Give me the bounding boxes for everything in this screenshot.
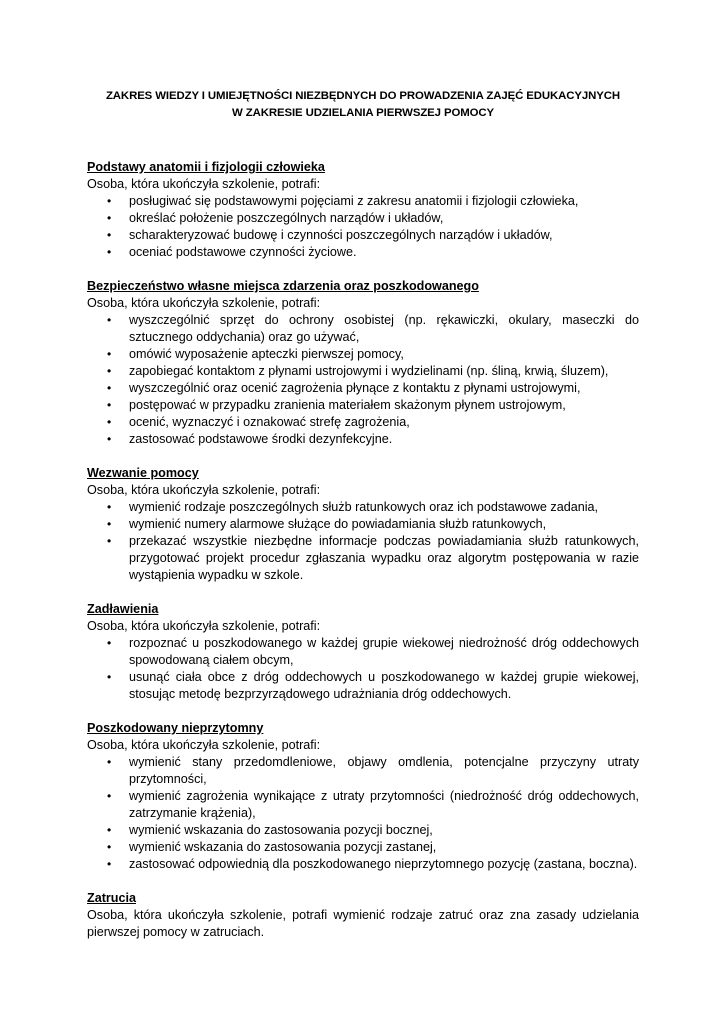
list-item [87, 635, 639, 669]
sections-container [87, 159, 639, 941]
list-item [87, 380, 639, 397]
list-item-text: oceniać podstawowe czynności życiowe. [129, 245, 357, 259]
section [87, 890, 639, 941]
section-heading: Zadławienia [87, 602, 159, 616]
list-item-text: przekazać wszystkie niezbędne informacje podczas powiadamiania służb ratunkowych, przygotować projekt procedur zgłaszania wypadku oraz algorytm postępowania w razie wystąpienia wypadku w szkole. [129, 534, 639, 582]
list-item [87, 363, 639, 380]
bullet-list [87, 312, 639, 448]
list-item [87, 244, 639, 261]
section-heading: Podstawy anatomii i fizjologii człowieka [87, 160, 325, 174]
list-item-text: postępować w przypadku zranienia materiałem skażonym płynem ustrojowym, [129, 398, 566, 412]
section-intro: Osoba, która ukończyła szkolenie, potrafi: [87, 483, 321, 497]
bullet-list [87, 754, 639, 873]
bullet-icon: • [107, 228, 112, 242]
bullet-icon: • [107, 432, 112, 446]
section [87, 720, 639, 873]
list-item [87, 210, 639, 227]
list-item-text: wyszczególnić sprzęt do ochrony osobistej (np. rękawiczki, okulary, maseczki do sztucznego oddychania) oraz go używać, [129, 313, 639, 344]
list-item-text: wymienić stany przedomdleniowe, objawy omdlenia, potencjalne przyczyny utraty przytomności, [129, 755, 639, 786]
section [87, 465, 639, 584]
list-item [87, 788, 639, 822]
bullet-icon: • [107, 755, 112, 769]
bullet-icon: • [107, 500, 112, 514]
section [87, 278, 639, 448]
bullet-icon: • [107, 636, 112, 650]
list-item [87, 533, 639, 584]
list-item-text: scharakteryzować budowę i czynności poszczególnych narządów i układów, [129, 228, 553, 242]
bullet-list [87, 193, 639, 261]
list-item [87, 431, 639, 448]
section-intro: Osoba, która ukończyła szkolenie, potrafi: [87, 296, 321, 310]
list-item [87, 856, 639, 873]
section-heading: Zatrucia [87, 891, 136, 905]
section [87, 159, 639, 261]
list-item-text: wymienić wskazania do zastosowania pozycji zastanej, [129, 840, 437, 854]
bullet-icon: • [107, 194, 112, 208]
list-item-text: zastosować podstawowe środki dezynfekcyjne. [129, 432, 393, 446]
section-heading: Bezpieczeństwo własne miejsca zdarzenia oraz poszkodowanego [87, 279, 479, 293]
section-heading: Poszkodowany nieprzytomny [87, 721, 264, 735]
bullet-icon: • [107, 245, 112, 259]
bullet-icon: • [107, 670, 112, 684]
bullet-icon: • [107, 211, 112, 225]
list-item-text: zapobiegać kontaktom z płynami ustrojowymi i wydzielinami (np. śliną, krwią, śluzem), [129, 364, 609, 378]
bullet-icon: • [107, 823, 112, 837]
list-item-text: posługiwać się podstawowymi pojęciami z zakresu anatomii i fizjologii człowieka, [129, 194, 579, 208]
bullet-icon: • [107, 517, 112, 531]
bullet-icon: • [107, 840, 112, 854]
bullet-icon: • [107, 381, 112, 395]
list-item-text: usunąć ciała obce z dróg oddechowych u poszkodowanego w każdej grupie wiekowej, stosując metodę bezprzyrządowego udrażniania dróg oddechowych. [129, 670, 639, 701]
bullet-icon: • [107, 364, 112, 378]
list-item [87, 754, 639, 788]
section-intro: Osoba, która ukończyła szkolenie, potrafi: [87, 619, 321, 633]
section-intro: Osoba, która ukończyła szkolenie, potrafi: [87, 177, 321, 191]
title-line-1: ZAKRES WIEDZY I UMIEJĘTNOŚCI NIEZBĘDNYCH DO PROWADZENIA ZAJĘĆ EDUKACYJNYCH [105, 90, 621, 102]
bullet-list [87, 499, 639, 584]
list-item [87, 346, 639, 363]
list-item-text: wymienić wskazania do zastosowania pozycji bocznej, [129, 823, 433, 837]
list-item [87, 839, 639, 856]
list-item [87, 516, 639, 533]
document-page [87, 88, 639, 941]
list-item-text: omówić wyposażenie apteczki pierwszej pomocy, [129, 347, 404, 361]
list-item-text: wyszczególnić oraz ocenić zagrożenia płynące z kontaktu z płynami ustrojowymi, [129, 381, 581, 395]
section-heading: Wezwanie pomocy [87, 466, 199, 480]
list-item [87, 397, 639, 414]
title-line-2: W ZAKRESIE UDZIELANIA PIERWSZEJ POMOCY [232, 107, 494, 119]
list-item-text: wymienić zagrożenia wynikające z utraty przytomności (niedrożność dróg oddechowych, zatrzymanie krążenia), [129, 789, 639, 820]
bullet-icon: • [107, 857, 112, 871]
list-item-text: wymienić rodzaje poszczególnych służb ratunkowych oraz ich podstawowe zadania, [129, 500, 599, 514]
bullet-icon: • [107, 415, 112, 429]
list-item [87, 499, 639, 516]
list-item [87, 193, 639, 210]
bullet-list [87, 635, 639, 703]
list-item [87, 414, 639, 431]
list-item-text: ocenić, wyznaczyć i oznakować strefę zagrożenia, [129, 415, 410, 429]
section-paragraph: Osoba, która ukończyła szkolenie, potrafi wymienić rodzaje zatruć oraz zna zasady udzielania pierwszej pomocy w zatruciach. [87, 908, 639, 939]
list-item-text: określać położenie poszczególnych narządów i układów, [129, 211, 444, 225]
section-intro: Osoba, która ukończyła szkolenie, potrafi: [87, 738, 321, 752]
list-item-text: rozpoznać u poszkodowanego w każdej grupie wiekowej niedrożność dróg oddechowych spowodowaną ciałem obcym, [129, 636, 639, 667]
bullet-icon: • [107, 534, 112, 548]
list-item [87, 822, 639, 839]
list-item-text: zastosować odpowiednią dla poszkodowanego nieprzytomnego pozycję (zastana, boczna). [129, 857, 638, 871]
bullet-icon: • [107, 347, 112, 361]
bullet-icon: • [107, 313, 112, 327]
list-item [87, 312, 639, 346]
bullet-icon: • [107, 398, 112, 412]
list-item [87, 669, 639, 703]
bullet-icon: • [107, 789, 112, 803]
list-item [87, 227, 639, 244]
section [87, 601, 639, 703]
list-item-text: wymienić numery alarmowe służące do powiadamiania służb ratunkowych, [129, 517, 547, 531]
document-title [67, 88, 659, 122]
